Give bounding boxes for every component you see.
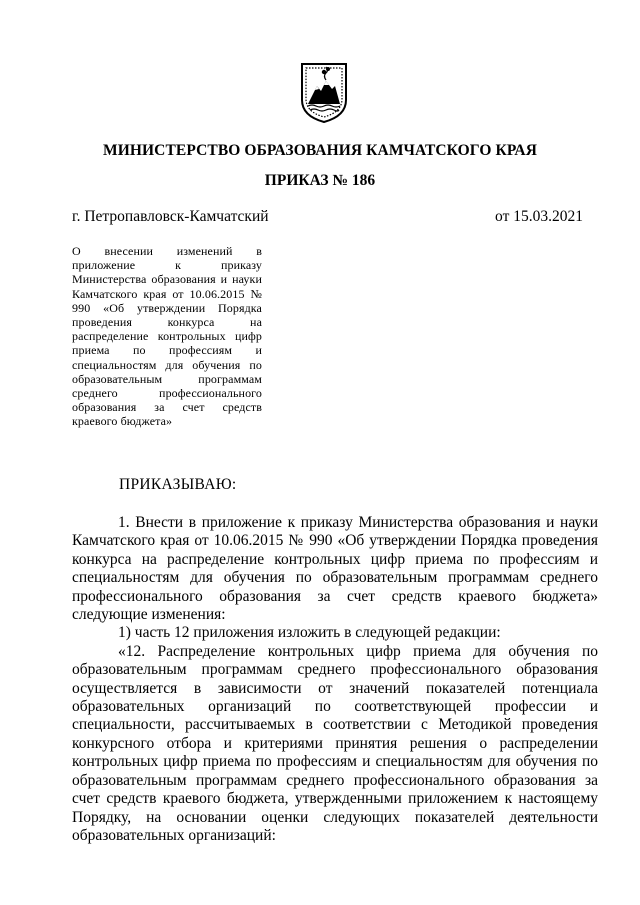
city-label: г. Петропавловск-Камчатский — [72, 208, 269, 225]
order-body — [72, 514, 598, 845]
ministry-title: МИНИСТЕРСТВО ОБРАЗОВАНИЯ КАМЧАТСКОГО КРАЯ — [102, 142, 538, 159]
decree-word: ПРИКАЗЫВАЮ: — [119, 476, 237, 493]
order-subject: О внесении изменений в приложение к приказу Министерства образования и науки Камчатского края от 10.06.2015 № 990 «Об утверждении Порядка проведения конкурса на распределение контрольных цифр приема по профессиям и специальностям для обучения по образовательным программам среднего профессионального образования за счет средств краевого бюджета» — [72, 244, 262, 429]
paragraph-1: 1. Внести в приложение к приказу Министерства образования и науки Камчатского края от 10.06.2015 № 990 «Об утверждении Порядка проведения конкурса на распределение контрольных цифр приема по профессиям и специальностям для обучения по образовательным программам среднего профессионального образования за счет средств краевого бюджета» следующие изменения: — [72, 514, 598, 624]
order-date: от 15.03.2021 — [495, 208, 583, 225]
paragraph-2: 1) часть 12 приложения изложить в следующей редакции: — [118, 624, 501, 642]
kamchatka-coat-of-arms-icon — [299, 60, 349, 124]
order-title: ПРИКАЗ № 186 — [264, 172, 376, 189]
paragraph-3: «12. Распределение контрольных цифр приема для обучения по образовательным программам среднего профессионального образования осуществляется в зависимости от значений показателей потенциала образовательных организаций по соответствующей профессии и специальности, рассчитываемых в соответствии с Методикой проведения конкурсного отбора и критериями принятия решения о распределении контрольных цифр приема по профессиям и специальностям для обучения по образовательным программам среднего профессионального образования за счет средств краевого бюджета, утвержденными приложением к настоящему Порядку, на основании оценки следующих показателей деятельности образовательных организаций: — [72, 642, 598, 844]
